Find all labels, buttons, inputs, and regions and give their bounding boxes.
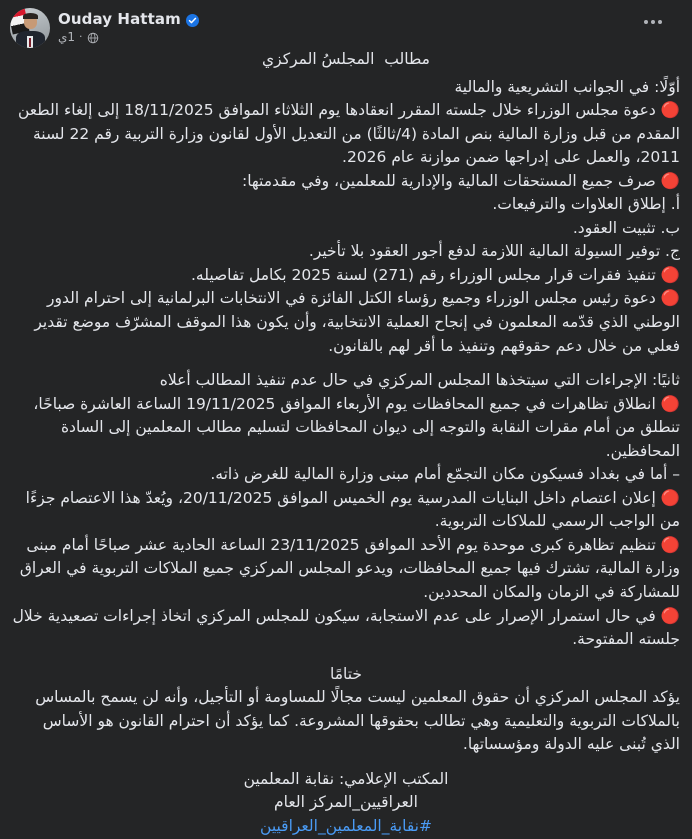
action-item: 🔴 تنظيم تظاهرة كبرى موحدة يوم الأحد الموافق 23/11/2025 الساعة الحادية عشر صباحًا أمام مبنى وزارة المالية، تشترك فيها جميع المحافظات، ويدعو المجلس المركزي جميع الملاكات التربوية في العراق للمشاركة في الزمان والمكان المحددين. bbox=[14, 535, 680, 602]
spacer bbox=[12, 652, 680, 663]
signature-line-1: المكتب الإعلامي: نقابة المعلمين bbox=[243, 769, 449, 788]
globe-icon bbox=[87, 32, 99, 44]
post-body bbox=[0, 48, 692, 839]
post-header bbox=[0, 0, 692, 48]
post-header-right bbox=[10, 8, 199, 48]
meta-separator: · bbox=[79, 30, 83, 44]
post-meta bbox=[58, 31, 99, 45]
action-item: 🔴 في حال استمرار الإصرار على عدم الاستجابة، سيكون للمجلس المركزي اتخاذ إجراءات تصعيدية خلال جلسته المفتوحة. bbox=[7, 606, 680, 649]
closing-heading: ختامًا bbox=[329, 664, 362, 683]
demand-subitem: ج. توفير السيولة المالية اللازمة لدفع أجور العقود بلا تأخير. bbox=[308, 242, 680, 261]
closing-text: يؤكد المجلس المركزي أن حقوق المعلمين ليست مجالًا للمساومة أو التأجيل، وأنه لن يسمح بالمساس بالملاكات التربوية والتعليمية وهي تطالب بحقوقها المشروعة. كما يؤكد أن احترام القانون هو الأساس الذي تُبنى عليه الدولة ومؤسساتها. bbox=[30, 688, 680, 754]
section-one-heading: أوّلًا: في الجوانب التشريعية والمالية bbox=[454, 77, 680, 96]
action-subitem: – أما في بغداد فسيكون مكان التجمّع أمام مبنى وزارة المالية للغرض ذاته. bbox=[210, 465, 680, 484]
spacer bbox=[12, 757, 680, 768]
post-title: مطالب المجلسُ المركزي bbox=[262, 50, 430, 68]
demand-item: 🔴 تنفيذ فقرات قرار مجلس الوزراء رقم (271) لسنة 2025 بكامل تفاصيله. bbox=[190, 265, 680, 284]
post-timestamp[interactable]: 1ي bbox=[58, 29, 76, 44]
post-header-left bbox=[636, 8, 682, 32]
demand-item: 🔴 دعوة رئيس مجلس الوزراء وجميع رؤساء الكتل الفائزة في الانتخابات البرلمانية إلى احترام الدور الوطني الذي قدّمه المعلمون في إنجاح العملية الانتخابية، وأن يكون هذا الموقف المشرّف موضع تقدير فعلي من خلال دعم حقوقهم وتنفيذ ما أقر لهم بالقانون. bbox=[29, 289, 680, 355]
section-two-heading: ثانيًا: الإجراءات التي سيتخذها المجلس المركزي في حال عدم تنفيذ المطالب أعلاه bbox=[159, 371, 680, 390]
author-name[interactable]: Ouday Hattam bbox=[58, 10, 181, 29]
demand-item: 🔴 صرف جميع المستحقات المالية والإدارية للمعلمين، وفي مقدمتها: bbox=[241, 171, 680, 190]
action-item: 🔴 انطلاق تظاهرات في جميع المحافظات يوم الأربعاء الموافق 19/11/2025 الساعة العاشرة صباحًا، تنطلق من أمام مقرات النقابة والتوجه إلى ديوان المحافظات لتسليم مطالب المعلمين إلى السادة المحافظين. bbox=[28, 394, 680, 460]
author-name-row[interactable] bbox=[58, 11, 199, 28]
action-item: 🔴 إعلان اعتصام داخل البنايات المدرسية يوم الخميس الموافق 20/11/2025، ويُعدّ هذا الاعتصام جزءًا من الواجب الرسمي للملاكات التربوية. bbox=[20, 488, 680, 531]
menu-dot bbox=[658, 20, 662, 24]
signature-block bbox=[12, 768, 680, 839]
menu-dot bbox=[651, 20, 655, 24]
menu-dot bbox=[644, 20, 648, 24]
hashtag-link[interactable]: #نقابة_المعلمين_العراقيين bbox=[260, 816, 432, 835]
verified-check-icon bbox=[186, 14, 199, 27]
author-block bbox=[58, 11, 199, 44]
avatar-tie bbox=[29, 38, 31, 48]
hashtag-line bbox=[12, 815, 680, 839]
avatar-hair bbox=[23, 13, 38, 19]
avatar[interactable] bbox=[10, 8, 50, 48]
spacer bbox=[12, 358, 680, 369]
demand-subitem: أ. إطلاق العلاوات والترفيعات. bbox=[492, 195, 680, 214]
signature-line-2: العراقيين_المركز العام bbox=[274, 793, 418, 812]
post-options-menu-icon[interactable] bbox=[636, 12, 670, 32]
demand-subitem: ب. تثبيت العقود. bbox=[572, 218, 680, 237]
demand-item: 🔴 دعوة مجلس الوزراء خلال جلسته المقرر انعقادها يوم الثلاثاء الموافق 18/11/2025 إلى إلغاء الطعن المقدم من قبل وزارة المالية بنص المادة (4/ثالثًا) من التعديل الأول لقانون وزارة التربية رقم 22 لسنة 2011، والعمل على إدراجها ضمن موازنة عام 2026. bbox=[13, 101, 680, 167]
